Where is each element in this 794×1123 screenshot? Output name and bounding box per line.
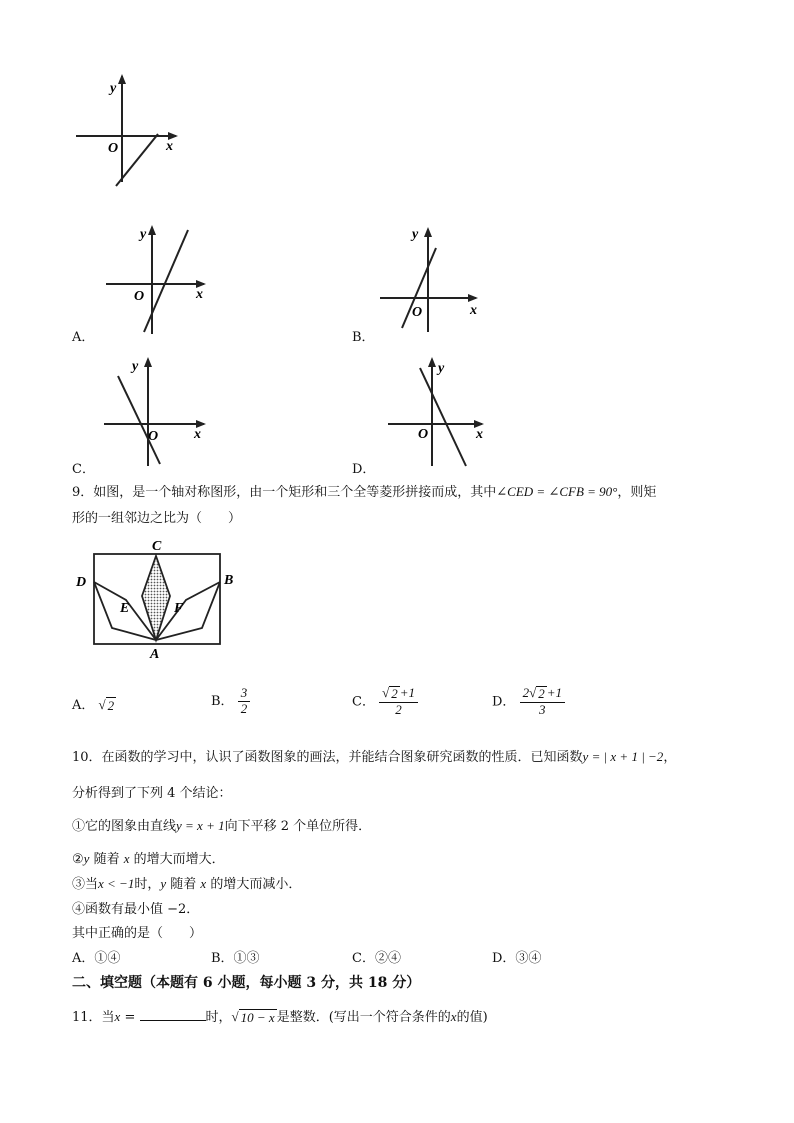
coefficient: 2 bbox=[522, 685, 530, 700]
label-b: B bbox=[224, 573, 234, 588]
text: 是整数．(写出一个符合条件的 bbox=[276, 1010, 451, 1025]
q10-conclusion-4: ④函数有最小值 −2． bbox=[72, 902, 200, 917]
y-axis-label: y bbox=[438, 361, 445, 376]
x-axis-label: x bbox=[470, 303, 477, 318]
numerator: 3 bbox=[238, 686, 251, 702]
q10-conclusion-3 bbox=[72, 873, 301, 892]
variable: x bbox=[450, 1009, 457, 1024]
q10-option-b[interactable]: B．①③ bbox=[211, 951, 260, 966]
text: ③当 bbox=[72, 877, 99, 892]
text: 的增大而减小． bbox=[206, 877, 302, 892]
y-axis-label: y bbox=[140, 227, 147, 242]
q8-given-graph bbox=[72, 72, 192, 192]
fraction bbox=[520, 686, 565, 718]
q10-function: y = | x + 1 | −2 bbox=[582, 749, 664, 764]
q9-option-d[interactable] bbox=[492, 686, 565, 718]
option-label: B． bbox=[211, 693, 234, 709]
label-c: C bbox=[152, 539, 162, 554]
q9-option-c[interactable] bbox=[352, 686, 418, 718]
q8-option-d-graph bbox=[384, 354, 494, 469]
numerator: √ 2 +1 bbox=[379, 686, 418, 703]
q10-stem-suffix: ， bbox=[663, 750, 677, 765]
q8-option-b-label[interactable]: B． bbox=[352, 330, 375, 345]
sqrt-expression: √ 10 − x bbox=[231, 1009, 275, 1025]
x-axis-label: x bbox=[196, 287, 203, 302]
variable: y bbox=[83, 851, 90, 866]
section-2-heading: 二、填空题（本题有 6 小题，每小题 3 分，共 18 分） bbox=[72, 975, 421, 991]
q9-option-a[interactable] bbox=[72, 694, 116, 714]
sqrt-expression: √ 2 bbox=[98, 697, 115, 713]
text: ② bbox=[72, 852, 84, 867]
answer-blank[interactable] bbox=[140, 1008, 206, 1021]
condition: x < −1 bbox=[98, 876, 135, 891]
q9-stem-line1 bbox=[72, 481, 656, 500]
option-label: C． bbox=[352, 694, 375, 710]
numerator: 2 √ 2 +1 bbox=[520, 686, 565, 703]
variable: x bbox=[123, 851, 130, 866]
text: ①它的图象由直线 bbox=[72, 819, 177, 834]
origin-label: O bbox=[108, 141, 119, 156]
option-label: A． bbox=[72, 698, 95, 713]
fraction bbox=[238, 686, 251, 717]
y-axis-label: y bbox=[132, 359, 139, 374]
q9-rectangle-rhombus-figure bbox=[72, 536, 242, 660]
q10-question: 其中正确的是（ ） bbox=[72, 926, 203, 941]
label-a: A bbox=[150, 647, 160, 660]
radicand: 10 − x bbox=[240, 1010, 275, 1025]
origin-label: O bbox=[412, 305, 423, 320]
q8-option-c-graph bbox=[100, 354, 215, 469]
q10-option-d[interactable]: D．③④ bbox=[492, 951, 542, 966]
text: 时， bbox=[134, 877, 161, 892]
denominator: 2 bbox=[395, 701, 402, 717]
radicand: 2 bbox=[107, 698, 115, 713]
text: = bbox=[120, 1010, 140, 1025]
q8-option-a-label[interactable]: A． bbox=[72, 330, 95, 345]
option-label: D． bbox=[492, 694, 516, 710]
q10-stem-line2: 分析得到了下列 4 个结论： bbox=[72, 786, 232, 801]
x-axis-label: x bbox=[476, 427, 483, 442]
label-f: F bbox=[174, 601, 184, 616]
q8-option-c-label[interactable]: C． bbox=[72, 462, 95, 477]
q8-option-b-graph bbox=[376, 224, 491, 339]
label-e: E bbox=[120, 601, 130, 616]
origin-label: O bbox=[418, 427, 429, 442]
text: 时， bbox=[205, 1010, 232, 1025]
q8-option-a-graph bbox=[100, 222, 215, 337]
variable: x bbox=[114, 1009, 121, 1024]
q11-stem bbox=[72, 1006, 488, 1026]
q10-option-a[interactable]: A．①④ bbox=[72, 951, 121, 966]
text: 随着 bbox=[166, 877, 201, 892]
variable: y bbox=[160, 876, 167, 891]
text: 11．当 bbox=[72, 1010, 115, 1025]
label-d: D bbox=[76, 575, 87, 590]
numerator-tail: +1 bbox=[399, 685, 416, 700]
denominator: 3 bbox=[539, 701, 546, 717]
variable: x bbox=[200, 876, 207, 891]
q9-stem-text: 9．如图，是一个轴对称图形，由一个矩形和三个全等菱形拼接而成，其中 bbox=[72, 485, 497, 500]
q8-option-d-label[interactable]: D． bbox=[352, 462, 376, 477]
q9-option-b[interactable] bbox=[211, 686, 250, 717]
q9-condition: ∠CED = ∠CFB = 90° bbox=[496, 484, 618, 499]
denominator: 2 bbox=[240, 700, 248, 716]
q10-option-c[interactable]: C．②④ bbox=[352, 951, 401, 966]
radicand: 2 bbox=[538, 686, 545, 701]
x-axis-label: x bbox=[166, 139, 173, 154]
fraction bbox=[379, 686, 418, 718]
q10-conclusion-2 bbox=[72, 848, 225, 867]
q9-stem-suffix: ，则矩 bbox=[617, 485, 657, 500]
text: 的增大而增大． bbox=[129, 852, 225, 867]
x-axis-label: x bbox=[194, 427, 201, 442]
q9-stem-line2: 形的一组邻边之比为（ ） bbox=[72, 511, 242, 526]
origin-label: O bbox=[148, 429, 159, 444]
q10-stem-text: 10．在函数的学习中，认识了函数图象的画法，并能结合图象研究函数的性质．已知函数 bbox=[72, 750, 583, 765]
text: 向下平移 2 个单位所得． bbox=[224, 819, 372, 834]
equation: y = x + 1 bbox=[176, 818, 225, 833]
radicand: 2 bbox=[391, 686, 398, 701]
y-axis-label: y bbox=[412, 227, 419, 242]
text: 随着 bbox=[89, 852, 124, 867]
origin-label: O bbox=[134, 289, 145, 304]
numerator-tail: +1 bbox=[546, 685, 562, 700]
q10-conclusion-1 bbox=[72, 815, 371, 834]
q10-stem-line1 bbox=[72, 746, 676, 765]
text: 的值) bbox=[456, 1010, 488, 1025]
y-axis-label: y bbox=[110, 81, 117, 96]
